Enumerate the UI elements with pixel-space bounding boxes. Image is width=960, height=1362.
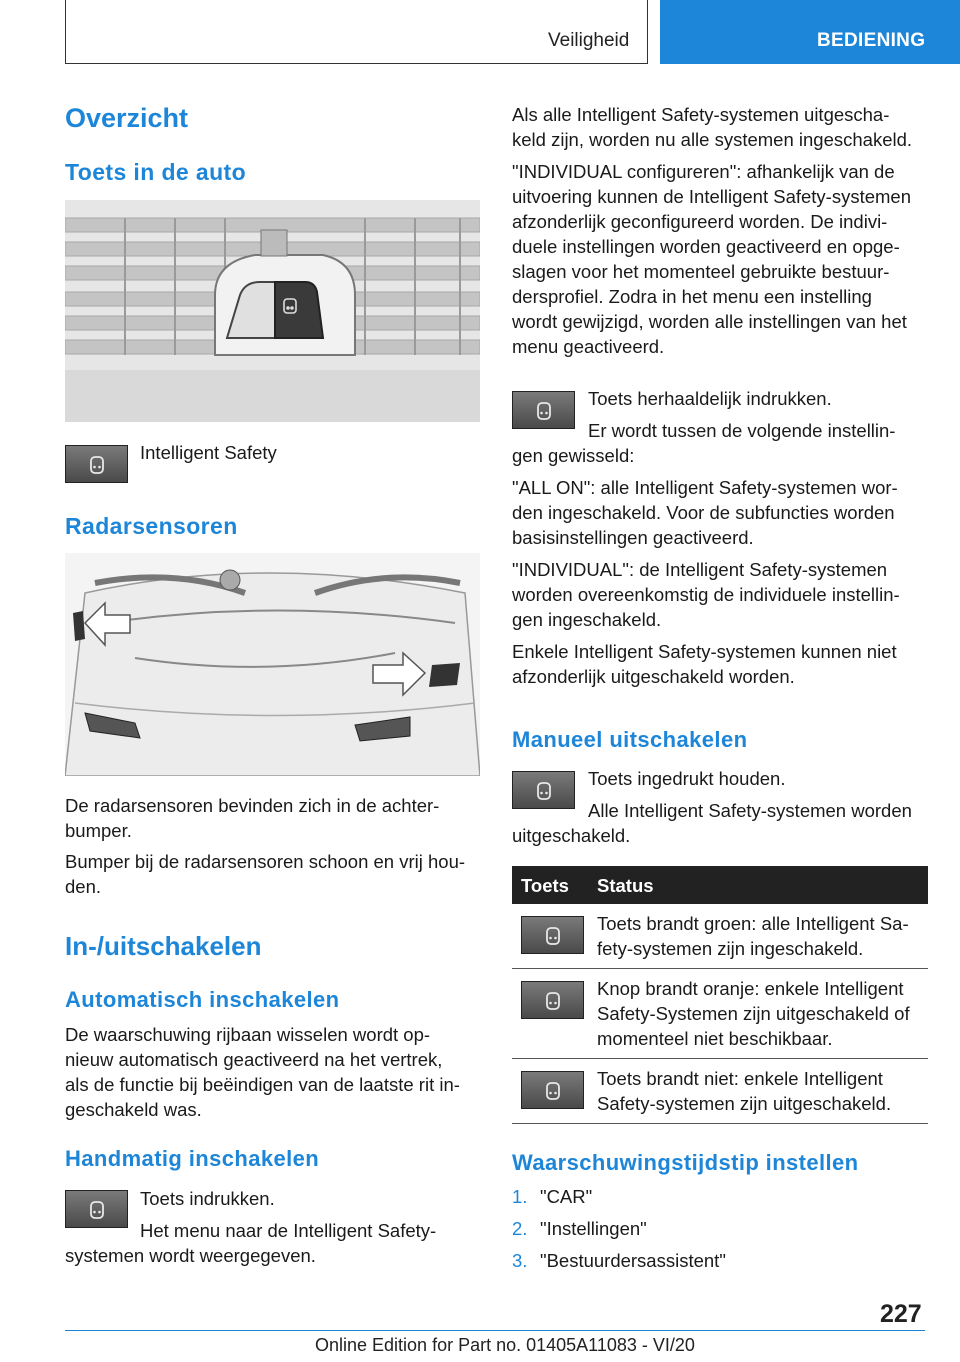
- repeat-line: den ingeschakeld. Voor de subfuncties worden: [512, 502, 895, 523]
- heading-toets-in-de-auto: Toets in de auto: [65, 159, 247, 185]
- status-line: Safety-Systemen zijn uitgeschakeld of: [597, 1003, 910, 1024]
- intelligent-safety-key-icon: [512, 771, 575, 809]
- repeat-line: gen gewisseld:: [512, 445, 635, 466]
- intro-line: wordt gewijzigd, worden alle instellingen van het: [512, 311, 907, 332]
- footer-divider: [65, 1330, 925, 1331]
- intro-line: "INDIVIDUAL configureren": afhankelijk van de: [512, 161, 895, 182]
- heading-handmatig-inschakelen: Handmatig inschakelen: [65, 1146, 320, 1171]
- radar-paragraph: [65, 793, 465, 899]
- repeat-line: "INDIVIDUAL": de Intelligent Safety-systemen: [512, 559, 888, 580]
- header-chapter-tab: [660, 0, 960, 64]
- status-line: Knop brandt oranje: enkele Intelligent: [597, 978, 904, 999]
- auto-paragraph: [65, 1022, 460, 1122]
- list-item: "Instellingen": [540, 1218, 647, 1239]
- table-row: [512, 904, 928, 969]
- manual-line-3: uitgeschakeld.: [512, 825, 631, 846]
- status-table-header: [512, 866, 928, 904]
- intelligent-safety-key-icon: [521, 1071, 584, 1109]
- list-item-number: 3.: [512, 1250, 528, 1271]
- intelligent-safety-key-icon: [521, 916, 584, 954]
- radar-line: Bumper bij de radarsensoren schoon en vrij hou-: [65, 851, 466, 872]
- intro-line: keld zijn, worden nu alle systemen ingeschakeld.: [512, 129, 913, 150]
- intro-line: Als alle Intelligent Safety-systemen uitgescha-: [512, 104, 890, 125]
- manual-line-2: Alle Intelligent Safety-systemen worden: [588, 800, 912, 821]
- header-chapter-label: BEDIENING: [817, 30, 926, 51]
- rear-bumper-illustration: [65, 553, 480, 776]
- status-line: fety-systemen zijn ingeschakeld.: [597, 938, 864, 959]
- radar-line: den.: [65, 876, 102, 897]
- list-item: "Bestuurdersassistent": [540, 1250, 726, 1271]
- intro-line: uitvoering kunnen de Intelligent Safety-systemen: [512, 186, 912, 207]
- status-line: momenteel niet beschikbaar.: [597, 1028, 833, 1049]
- intelligent-safety-key-icon: [512, 391, 575, 429]
- heading-manueel-uitschakelen: Manueel uitschakelen: [512, 727, 748, 752]
- grille-button-illustration: [65, 200, 480, 422]
- radar-line: De radarsensoren bevinden zich in de achter-: [65, 795, 440, 816]
- table-cell-status: [597, 911, 927, 961]
- list-item-number: 2.: [512, 1218, 528, 1239]
- hand-line-1: Toets indrukken.: [140, 1188, 275, 1209]
- status-line: Safety-systemen zijn uitgeschakeld.: [597, 1093, 892, 1114]
- intelligent-safety-key-icon: [65, 445, 128, 483]
- auto-line: als de functie bij beëindigen van de laatste rit in-: [65, 1074, 460, 1095]
- repeat-line: afzonderlijk uitgeschakeld worden.: [512, 666, 795, 687]
- header-section-title: Veiligheid: [548, 30, 630, 51]
- repeat-line: "ALL ON": alle Intelligent Safety-systemen wor-: [512, 477, 898, 498]
- status-line: Toets brandt niet: enkele Intelligent: [597, 1068, 883, 1089]
- heading-in-uitschakelen: In-/uitschakelen: [65, 931, 262, 961]
- heading-waarschuwingstijdstip: Waarschuwingstijdstip instellen: [512, 1150, 859, 1175]
- manual-line-1: Toets ingedrukt houden.: [588, 768, 786, 789]
- list-item: "CAR": [540, 1186, 593, 1207]
- intro-line: slagen voor het momenteel gebruikte bestuur-: [512, 261, 890, 282]
- table-header-toets: Toets: [521, 875, 569, 896]
- intelligent-safety-key-icon: [65, 1190, 128, 1228]
- list-item-number: 1.: [512, 1186, 528, 1207]
- repeat-line: basisinstellingen geactiveerd.: [512, 527, 754, 548]
- intro-line: dersprofiel. Zodra in het menu een instelling: [512, 286, 872, 307]
- page-number: 227: [880, 1300, 922, 1328]
- heading-automatisch-inschakelen: Automatisch inschakelen: [65, 987, 340, 1012]
- hand-line-2: Het menu naar de Intelligent Safety-: [140, 1220, 437, 1241]
- intelligent-safety-key-icon: [521, 981, 584, 1019]
- key-caption: Intelligent Safety: [140, 442, 277, 463]
- auto-line: De waarschuwing rijbaan wisselen wordt op-: [65, 1024, 431, 1045]
- table-cell-status: [597, 1066, 927, 1116]
- hand-line-3: systemen wordt weergegeven.: [65, 1245, 316, 1266]
- intro-line: menu geactiveerd.: [512, 336, 665, 357]
- repeat-line-1: Toets herhaaldelijk indrukken.: [588, 388, 832, 409]
- repeat-line: worden overeenkomstig de individuele instellin-: [512, 584, 900, 605]
- heading-radarsensoren: Radarsensoren: [65, 513, 238, 539]
- intro-paragraph: [512, 102, 912, 359]
- intro-line: duele instellingen worden geactiveerd en opge-: [512, 236, 900, 257]
- status-line: Toets brandt groen: alle Intelligent Sa-: [597, 913, 909, 934]
- auto-line: nieuw automatisch geactiveerd na het vertrek,: [65, 1049, 443, 1070]
- repeat-line: Enkele Intelligent Safety-systemen kunnen niet: [512, 641, 897, 662]
- intro-line: afzonderlijk geconfigureerd worden. De indivi-: [512, 211, 888, 232]
- repeat-line-2: Er wordt tussen de volgende instellin-: [588, 420, 896, 441]
- repeat-paragraph: [512, 443, 900, 689]
- table-cell-status: [597, 976, 927, 1051]
- footer-edition: Online Edition for Part no. 01405A11083 - VI/20: [315, 1335, 695, 1355]
- heading-overzicht: Overzicht: [65, 103, 189, 133]
- radar-line: bumper.: [65, 820, 132, 841]
- auto-line: geschakeld was.: [65, 1099, 202, 1120]
- table-row: [512, 1059, 928, 1124]
- table-header-status: Status: [597, 875, 654, 896]
- table-row: [512, 969, 928, 1059]
- repeat-line: gen ingeschakeld.: [512, 609, 662, 630]
